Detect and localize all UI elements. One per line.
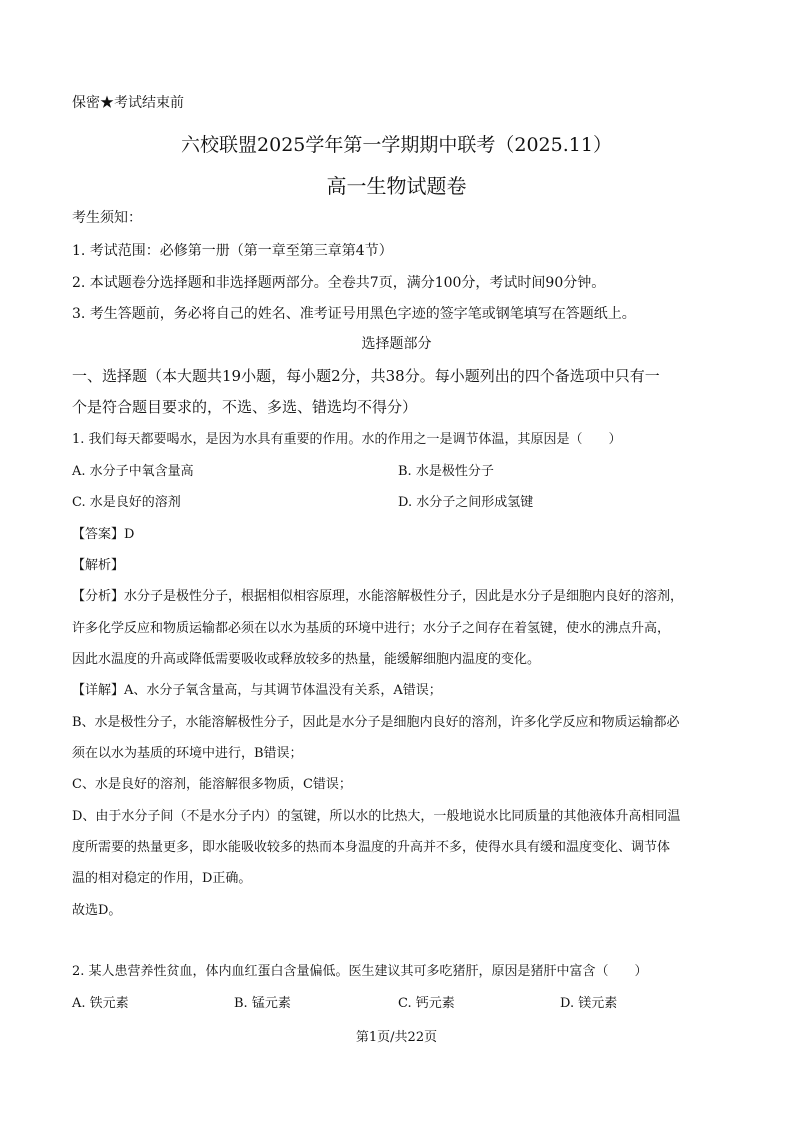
analysis-line: 度所需要的热量更多，即水能吸收较多的热而本身温度的升高并不多，使得水具有缓和温度变化、调节体 [72,840,671,855]
analysis-line: 【分析】水分子是极性分子，根据相似相容原理，水能溶解极性分子，因此是水分子是细胞内良好的溶剂， [72,589,684,604]
analysis-line: D、由于水分子间（不是水分子内）的氢键，所以水的比热大，一般地说水比同质量的其他液体升高相同温 [72,809,681,824]
confidential-label: 保密★考试结束前 [72,95,184,111]
exam-title: 六校联盟2025学年第一学期期中联考（2025.11） [181,134,612,156]
question-1-option-c: C. 水是良好的溶剂 [72,495,181,510]
question-1-option-b: B. 水是极性分子 [398,464,494,479]
analysis-line: 须在以水为基质的环境中进行，B错误； [72,746,303,761]
analysis-line: 【详解】A、水分子氧含量高，与其调节体温没有关系，A错误； [72,683,442,698]
analysis-line: 许多化学反应和物质运输都必须在以水为基质的环境中进行；水分子之间存在着氢键，使水的沸点升高， [72,621,671,636]
analysis-line: 故选D。 [72,903,122,918]
notice-item: 2. 本试题卷分选择题和非选择题两部分。全卷共7页，满分100分，考试时间90分钟。 [72,275,606,291]
answer-label: 【答案】D [72,527,135,542]
analysis-label: 【解析】 [72,558,125,573]
page-footer: 第1页/共22页 [355,1030,438,1045]
notice-item: 3. 考生答题前，务必将自己的姓名、准考证号用黑色字迹的签字笔或钢笔填写在答题纸上。 [72,306,636,322]
question-2-option-b: B. 锰元素 [234,996,291,1011]
section-instruction: 个是符合题目要求的，不选、多选、错选均不得分） [72,398,418,416]
part-title: 选择题部分 [361,336,432,352]
analysis-line: 温的相对稳定的作用，D正确。 [72,871,252,886]
analysis-line: C、水是良好的溶剂，能溶解很多物质，C错误； [72,777,352,792]
question-1-stem: 1. 我们每天都要喝水，是因为水具有重要的作用。水的作用之一是调节体温，其原因是（ ） [72,432,622,447]
question-1-option-a: A. 水分子中氧含量高 [72,464,194,479]
exam-subtitle: 高一生物试题卷 [326,174,467,198]
notice-heading: 考生须知： [72,210,142,226]
analysis-line: 因此水温度的升高或降低需要吸收或释放较多的热量，能缓解细胞内温度的变化。 [72,652,541,667]
question-2-option-c: C. 钙元素 [398,996,455,1011]
question-2-option-a: A. 铁元素 [72,996,129,1011]
question-2-option-d: D. 镁元素 [560,996,618,1011]
notice-item: 1. 考试范围：必修第一册（第一章至第三章第4节） [72,243,393,259]
question-2-stem: 2. 某人患营养性贫血，体内血红蛋白含量偏低。医生建议其可多吃猪肝，原因是猪肝中富含（ ） [72,964,648,979]
question-1-option-d: D. 水分子之间形成氢键 [398,495,534,510]
analysis-line: B、水是极性分子，水能溶解极性分子，因此是水分子是细胞内良好的溶剂，许多化学反应和物质运输都必 [72,715,680,730]
section-instruction: 一、选择题（本大题共19小题，每小题2分，共38分。每小题列出的四个备选项中只有一 [72,367,660,385]
